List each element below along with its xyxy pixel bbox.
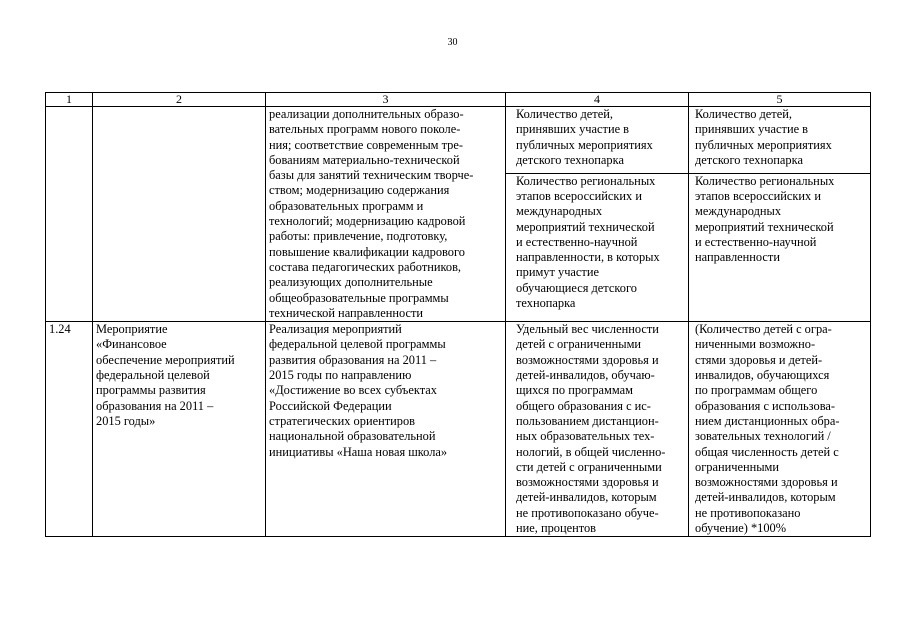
indicator-cell: Удельный вес численности детей с ограниченными возможностями здоровья и детей-инвалидов, обучаю- щихся по программам общего образования с ис- пользованием дистанцион- ных образовательных тех- нологий, в общей численно- сти детей с ограниченными возможностями здоровья и детей-инвалидов, которым не противопоказано обуче- ние, процентов xyxy=(506,322,689,537)
table-row xyxy=(46,322,871,537)
event-name xyxy=(93,107,266,322)
column-header: 3 xyxy=(266,93,506,107)
row-number: 1.24 xyxy=(46,322,93,537)
indicator-cell: Количество детей, принявших участие в публичных мероприятиях детского технопарка xyxy=(506,107,689,174)
row-number xyxy=(46,107,93,322)
calculation-method-cell: (Количество детей с огра- ниченными возможно- стями здоровья и детей- инвалидов, обучающихся по программам общего образования с использова- нием дистанционных обра- зовательных технологий / общая численность детей с ограниченными возможностями здоровья и детей-инвалидов, которым не противопоказано обучение) *100% xyxy=(689,322,871,537)
column-header: 4 xyxy=(506,93,689,107)
calculation-method-cell: Количество региональных этапов всероссийских и международных мероприятий технической и естественно-научной направленности xyxy=(689,173,871,322)
calculation-method-cell: Количество детей, принявших участие в публичных мероприятиях детского технопарка xyxy=(689,107,871,174)
table-row xyxy=(46,107,871,174)
event-description: Реализация мероприятий федеральной целевой программы развития образования на 2011 – 2015 годы по направлению «Достижение во всех субъектах Российской Федерации стратегических ориентиров национальной образовательной инициативы «Наша новая школа» xyxy=(266,322,506,537)
indicators-table xyxy=(45,92,871,537)
page-number: 30 xyxy=(447,37,458,48)
table-header-row xyxy=(46,93,871,107)
event-name: Мероприятие «Финансовое обеспечение мероприятий федеральной целевой программы развития образования на 2011 – 2015 годы» xyxy=(93,322,266,537)
column-header: 5 xyxy=(689,93,871,107)
indicator-cell: Количество региональных этапов всероссийских и международных мероприятий технической и естественно-научной направленности, в которых примут участие обучающиеся детского технопарка xyxy=(506,173,689,322)
event-description: реализации дополнительных образо- вательных программ нового поколе- ния; соответствие современным тре- бованиям материально-технической базы для занятий техническим творче- ством; модернизацию содержания образовательных программ и технологий; модернизацию кадровой работы: привлечение, подготовку, повышение квалификации кадрового состава педагогических работников, реализующих дополнительные общеобразовательные программы технической направленности xyxy=(266,107,506,322)
column-header: 2 xyxy=(93,93,266,107)
column-header: 1 xyxy=(46,93,93,107)
